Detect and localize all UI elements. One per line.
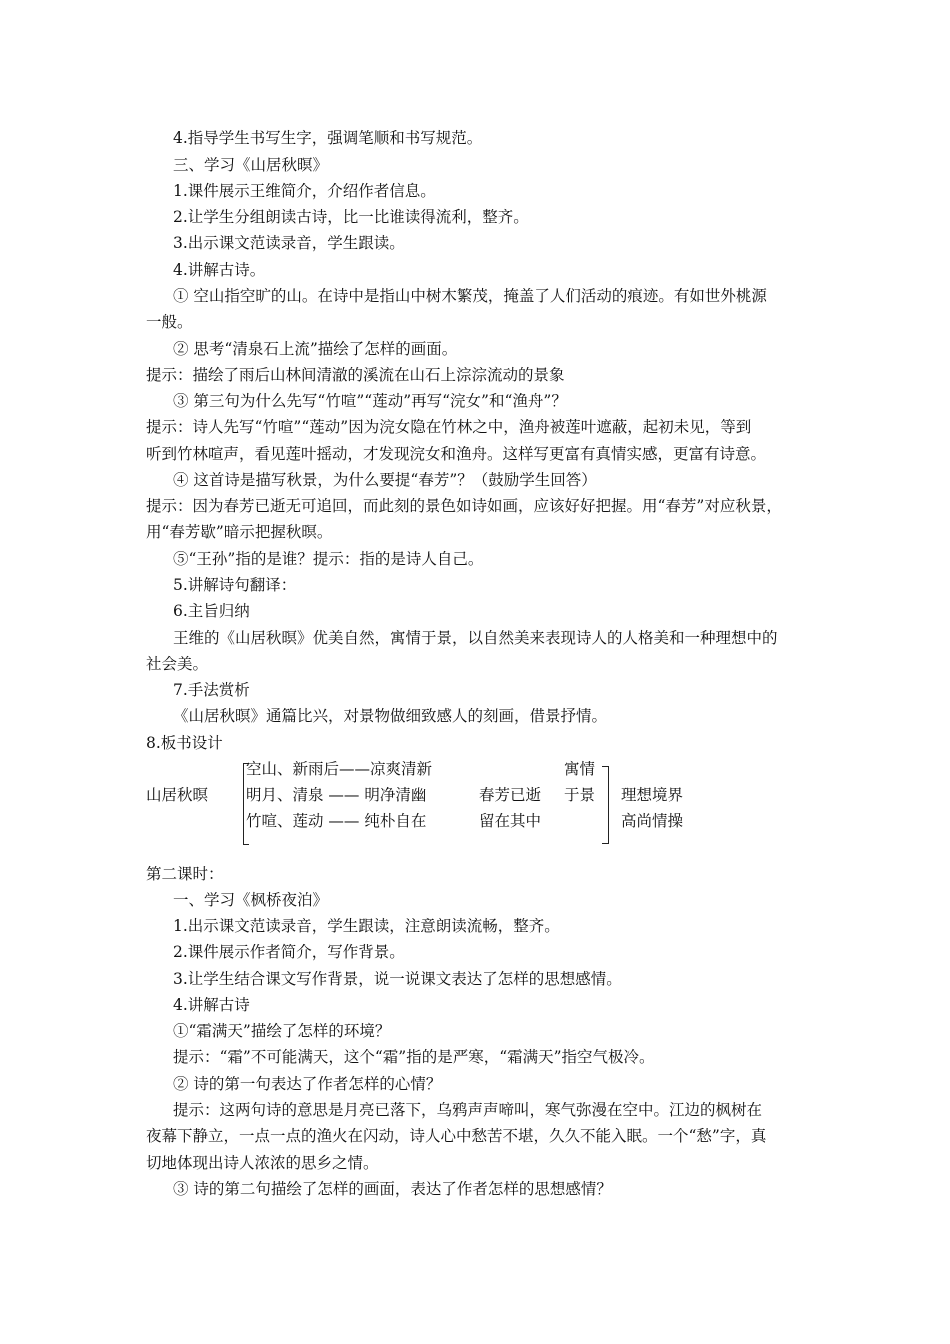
paragraph-line: 6.主旨归纳: [173, 602, 250, 620]
paragraph-line: ⑤“王孙”指的是谁？提示：指的是诗人自己。: [173, 550, 484, 568]
board-row-2: 明月、清泉 —— 明净清幽: [246, 786, 427, 804]
paragraph-line: 4.讲解古诗: [173, 996, 250, 1014]
board-mid-2: 留在其中: [479, 812, 542, 830]
paragraph-line: ① 空山指空旷的山。在诗中是指山中树木繁茂，掩盖了人们活动的痕迹。有如世外桃源: [173, 287, 767, 305]
paragraph-line: 提示：因为春芳已逝无可追回，而此刻的景色如诗如画，应该好好把握。用“春芳”对应秋景，: [146, 497, 782, 515]
lesson-heading: 第二课时：: [146, 865, 224, 883]
paragraph-line: ①“霜满天”描绘了怎样的环境？: [173, 1022, 391, 1040]
paragraph-line: ③ 第三句为什么先写“竹喧”“莲动”再写“浣女”和“渔舟”？: [173, 392, 567, 410]
board-right-1: 寓情: [564, 760, 596, 778]
section-heading: 一、学习《枫桥夜泊》: [173, 891, 329, 909]
paragraph-line: 提示：诗人先写“竹喧”“莲动”因为浣女隐在竹林之中，渔舟被莲叶遮蔽，起初未见，等到: [146, 418, 752, 436]
paragraph-line: 3.出示课文范读录音，学生跟读。: [173, 234, 405, 252]
board-mid-1: 春芳已逝: [479, 786, 542, 804]
paragraph-line: ② 诗的第一句表达了作者怎样的心情？: [173, 1075, 442, 1093]
paragraph-line: 用“春芳歇”暗示把握秋暝。: [146, 523, 333, 541]
board-end-1: 理想境界: [621, 786, 684, 804]
section-heading: 三、学习《山居秋暝》: [173, 156, 329, 174]
paragraph-line: 4.指导学生书写生字，强调笔顺和书写规范。: [173, 129, 483, 147]
paragraph-line: 8.板书设计: [146, 734, 223, 752]
paragraph-line: 提示：描绘了雨后山林间清澈的溪流在山石上淙淙流动的景象: [146, 366, 565, 384]
paragraph-line: ② 思考“清泉石上流”描绘了怎样的画面。: [173, 340, 458, 358]
paragraph-line: 4.讲解古诗。: [173, 261, 266, 279]
paragraph-line: 听到竹林喧声，看见莲叶摇动，才发现浣女和渔舟。这样写更富有真情实感，更富有诗意。: [146, 445, 767, 463]
board-row-1: 空山、新雨后——凉爽清新: [246, 760, 433, 778]
paragraph-line: 《山居秋暝》通篇比兴，对景物做细致感人的刻画，借景抒情。: [173, 707, 608, 725]
board-right-2: 于景: [564, 786, 596, 804]
paragraph-line: 夜幕下静立，一点一点的渔火在闪动，诗人心中愁苦不堪，久久不能入眠。一个“愁”字，真: [146, 1127, 767, 1145]
board-title: 山居秋暝: [146, 786, 209, 804]
paragraph-line: 提示：这两句诗的意思是月亮已落下，乌鸦声声啼叫，寒气弥漫在空中。江边的枫树在: [173, 1101, 763, 1119]
paragraph-line: 提示：“霜”不可能满天，这个“霜”指的是严寒，“霜满天”指空气极冷。: [173, 1048, 655, 1066]
paragraph-line: 3.让学生结合课文写作背景，说一说课文表达了怎样的思想感情。: [173, 970, 622, 988]
paragraph-line: 2.课件展示作者简介，写作背景。: [173, 943, 405, 961]
paragraph-line: ③ 诗的第二句描绘了怎样的画面，表达了作者怎样的思想感情？: [173, 1180, 612, 1198]
paragraph-line: 切地体现出诗人浓浓的思乡之情。: [146, 1154, 379, 1172]
right-bracket: [602, 766, 609, 844]
paragraph-line: 王维的《山居秋暝》优美自然，寓情于景，以自然美来表现诗人的人格美和一种理想中的: [173, 629, 778, 647]
paragraph-line: 7.手法赏析: [173, 681, 250, 699]
board-row-3: 竹喧、莲动 —— 纯朴自在: [246, 812, 427, 830]
paragraph-line: ④ 这首诗是描写秋景，为什么要提“春芳”？（鼓励学生回答）: [173, 471, 597, 489]
paragraph-line: 2.让学生分组朗读古诗，比一比谁读得流利，整齐。: [173, 208, 529, 226]
paragraph-line: 1.出示课文范读录音，学生跟读，注意朗读流畅，整齐。: [173, 917, 560, 935]
paragraph-line: 5.讲解诗句翻译：: [173, 576, 297, 594]
paragraph-line: 1.课件展示王维简介，介绍作者信息。: [173, 182, 436, 200]
paragraph-line: 一般。: [146, 313, 193, 331]
paragraph-line: 社会美。: [146, 655, 209, 673]
board-end-2: 高尚情操: [621, 812, 684, 830]
